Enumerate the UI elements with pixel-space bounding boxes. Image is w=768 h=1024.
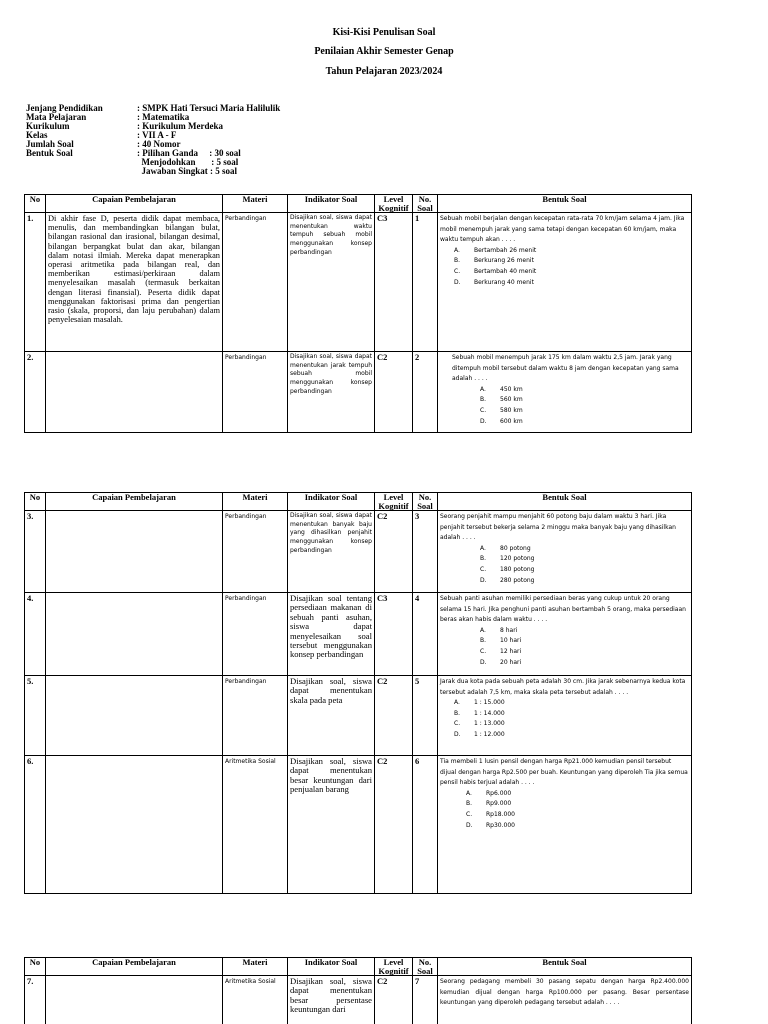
option-item [480,417,689,428]
option-text: Rp30.000 [486,821,515,829]
question-number-cell: 7 [413,976,438,1024]
option-text: 20 hari [500,658,522,666]
capaian-text [46,756,223,894]
capaian-text [46,676,223,756]
option-letter: B. [480,396,487,404]
indikator-cell: Disajikan soal tentang persediaan makanan di sebuah panti asuhan, siswa dapat menyelesaikan soal tersebut menggunakan konsep perbandingan [288,593,375,676]
option-item [480,626,689,637]
table-row [25,976,692,1024]
info-value: : VII A - F [137,130,177,140]
option-text: 560 km [500,396,523,404]
capaian-text [46,511,223,593]
header-indikator: Indikator Soal [288,493,375,511]
level-cell: C3 [375,213,413,352]
header-materi: Materi [223,958,288,976]
option-letter: D. [454,278,461,286]
option-text: Rp18.000 [486,810,515,818]
option-text: 80 potong [500,544,531,552]
level-cell: C2 [375,511,413,593]
info-value: : Matematika [137,112,190,122]
option-text: 1 : 13.000 [474,720,505,728]
question-text: Seorang penjahit mampu menjahit 60 potong baju dalam waktu 3 hari. Jika penjahit tersebut bekerja selama 2 minggu maka banyak baju yang dihasilkan adalah . . . . [440,513,676,542]
row-number: 1. [25,213,46,352]
header-no: No [25,958,46,976]
option-letter: B. [454,709,461,717]
info-value: : SMPK Hati Tersuci Maria Halilulik [137,103,281,113]
info-label: Kurikulum [26,121,70,131]
info-value: Jawaban Singkat : 5 soal [137,166,238,176]
option-item [454,246,689,257]
capaian-text [46,352,223,433]
option-text: Bertambah 40 menit [474,267,537,275]
info-label [26,158,137,167]
option-text: 450 km [500,385,523,393]
option-text: Bertambah 26 menit [474,246,537,254]
header-capaian: Capaian Pembelajaran [46,493,223,511]
info-label: Jenjang Pendidikan [26,103,103,113]
option-list [440,385,689,427]
question-number-cell: 1 [413,213,438,352]
question-cell [438,213,692,352]
option-letter: D. [480,576,487,584]
grid-table-3 [24,957,692,1024]
header-level: Level Kognitif [375,493,413,511]
option-text: Rp9.000 [486,800,512,808]
option-letter: D. [480,658,487,666]
option-list [440,626,689,668]
option-letter: C. [480,565,487,573]
row-number: 2. [25,352,46,433]
table-row [25,676,692,756]
table-row [25,756,692,894]
table-header-row [25,493,692,511]
option-item [480,658,689,669]
option-item [480,406,689,417]
option-item [480,636,689,647]
info-row [26,167,280,176]
materi-cell: Perbandingan [223,593,288,676]
materi-cell: Aritmetika Sosial [223,976,288,1024]
materi-cell: Perbandingan [223,676,288,756]
level-cell: C2 [375,676,413,756]
question-text: Tia membeli 1 lusin pensil dengan harga Rp21.000 kemudian pensil tersebut dijual dengan harga Rp2.500 per buah. Keuntungan yang diperoleh Tia jika semua pensil habis terjual adalah . . . . [440,758,688,787]
question-number-cell: 6 [413,756,438,894]
option-list [440,246,689,288]
option-text: 8 hari [500,626,518,634]
header-no-soal: No. Soal [413,493,438,511]
option-item [466,799,689,810]
materi-cell: Perbandingan [223,213,288,352]
info-label: Mata Pelajaran [26,112,87,122]
option-letter: B. [454,257,461,265]
academic-year: Tahun Pelajaran 2023/2024 [325,66,443,77]
option-letter: C. [466,810,473,818]
header-materi: Materi [223,493,288,511]
option-text: 1 : 12.000 [474,730,505,738]
question-cell [438,593,692,676]
option-list [440,544,689,586]
option-item [480,554,689,565]
option-letter: B. [466,800,473,808]
row-number: 4. [25,593,46,676]
materi-cell: Perbandingan [223,352,288,433]
option-text: 1 : 15.000 [474,699,505,707]
level-cell: C2 [375,756,413,894]
table-row [25,593,692,676]
header-no-soal: No. Soal [413,195,438,213]
option-item [454,278,689,289]
info-label: Jumlah Soal [26,139,74,149]
option-text: Rp6.000 [486,789,512,797]
table-3-clip [0,957,768,1024]
capaian-text: Di akhir fase D, peserta didik dapat membaca, menulis, dan membandingkan bilangan bulat, bilangan rasional dan irasional, bilangan desimal, bilangan berpangkat bulat dan akar, bilangan dalam notasi ilmiah. Mereka dapat menerapkan operasi aritmetika pada bilangan real, dan memberikan estimasi/perkiraan dalam menyelesaikan masalah (termasuk berkaitan dengan literasi finansial). Peserta didik dapat menggunakan faktorisasi prima dan pengertian rasio (skala, proporsi, dan laju perubahan) dalam penyelesaian masalah. [46,213,223,352]
question-cell [438,676,692,756]
header-bentuk: Bentuk Soal [438,958,692,976]
option-letter: A. [480,626,486,634]
table-header-row [25,195,692,213]
option-text: 280 potong [500,576,535,584]
option-text: 180 potong [500,565,535,573]
option-item [480,385,689,396]
option-item [454,256,689,267]
table-row [25,511,692,593]
info-value: : Kurikulum Merdeka [137,121,224,131]
option-text: 600 km [500,417,523,425]
option-item [480,565,689,576]
document-info [26,104,280,176]
document-title: Kisi-Kisi Penulisan Soal [332,27,436,38]
option-item [454,719,689,730]
option-letter: A. [454,246,460,254]
indikator-cell: Disajikan soal, siswa dapat menentukan waktu tempuh sebuah mobil menggunakan konsep perbandingan [288,213,375,352]
option-letter: B. [480,555,487,563]
level-cell: C2 [375,352,413,433]
header-level: Level Kognitif [375,958,413,976]
header-materi: Materi [223,195,288,213]
level-cell: C3 [375,593,413,676]
option-letter: D. [480,417,487,425]
option-item [480,647,689,658]
option-item [454,730,689,741]
option-letter: A. [480,385,486,393]
option-text: 120 potong [500,555,535,563]
indikator-cell: Disajikan soal, siswa dapat menentukan banyak baju yang dihasilkan penjahit menggunakan konsep perbandingan [288,511,375,593]
option-letter: D. [466,821,473,829]
question-cell [438,976,692,1024]
option-letter: D. [454,730,461,738]
option-list [440,789,689,831]
info-label: Kelas [26,130,48,140]
header-level: Level Kognitif [375,195,413,213]
header-no: No [25,493,46,511]
document-subtitle: Penilaian Akhir Semester Genap [314,46,454,57]
row-number: 6. [25,756,46,894]
indikator-cell: Disajikan soal, siswa dapat menentukan besar keuntungan dari penjualan barang [288,756,375,894]
option-item [480,544,689,555]
question-number-cell: 4 [413,593,438,676]
option-text: 10 hari [500,637,522,645]
question-text: Jarak dua kota pada sebuah peta adalah 30 cm. Jika jarak sebenarnya kedua kota tersebut adalah 7,5 km, maka skala peta tersebut adalah . . . . [440,678,686,696]
capaian-text [46,976,223,1024]
option-text: 12 hari [500,647,522,655]
header-bentuk: Bentuk Soal [438,195,692,213]
option-letter: C. [454,267,461,275]
header-no-soal: No. Soal [413,958,438,976]
option-item [480,576,689,587]
option-text: Berkurang 26 menit [474,257,534,265]
option-letter: C. [454,720,461,728]
table-row [25,352,692,433]
question-number-cell: 2 [413,352,438,433]
option-item [454,267,689,278]
grid-table-2 [24,492,692,894]
info-label [26,167,137,176]
option-text: 1 : 14.000 [474,709,505,717]
option-item [466,789,689,800]
question-cell [438,756,692,894]
question-number-cell: 3 [413,511,438,593]
row-number: 5. [25,676,46,756]
question-text: Sebuah mobil menempuh jarak 175 km dalam waktu 2,5 jam. Jarak yang ditempuh mobil tersebut dalam waktu 8 jam dengan kecepatan yang sama adalah . . . . [452,354,679,383]
info-value: : 40 Nomor [137,139,181,149]
info-label: Bentuk Soal [26,148,73,158]
option-letter: A. [454,699,460,707]
option-list [440,698,689,740]
option-letter: B. [480,637,487,645]
question-text: Seorang pedagang membeli 30 pasang sepatu dengan harga Rp2.400.000 kemudian dijual dengan harga Rp100.000 per pasang. Besar persentase keuntungan yang diperoleh pedagang tersebut adalah . . . . [440,978,689,1007]
question-text: Sebuah mobil berjalan dengan kecepatan rata-rata 70 km/jam selama 4 jam. Jika mobil menempuh jarak yang sama tetapi dengan kecepatan 60 km/jam, maka waktu tempuh akan . . . . [440,215,685,244]
grid-table-1 [24,194,692,433]
header-indikator: Indikator Soal [288,958,375,976]
question-cell [438,511,692,593]
option-text: 580 km [500,406,523,414]
indikator-cell: Disajikan soal, siswa dapat menentukan besar persentase keuntungan dari [288,976,375,1024]
row-number: 3. [25,511,46,593]
option-item [466,810,689,821]
question-number-cell: 5 [413,676,438,756]
materi-cell: Aritmetika Sosial [223,756,288,894]
option-letter: C. [480,406,487,414]
header-bentuk: Bentuk Soal [438,493,692,511]
option-text: Berkurang 40 menit [474,278,534,286]
indikator-cell: Disajikan soal, siswa dapat menentukan jarak tempuh sebuah mobil menggunakan konsep perbandingan [288,352,375,433]
row-number: 7. [25,976,46,1024]
header-capaian: Capaian Pembelajaran [46,958,223,976]
option-item [466,821,689,832]
materi-cell: Perbandingan [223,511,288,593]
info-value: : Pilihan Ganda : 30 soal [137,148,241,158]
table-row [25,213,692,352]
question-text: Sebuah panti asuhan memiliki persediaan beras yang cukup untuk 20 orang selama 15 hari. Jika penghuni panti asuhan bertambah 5 orang, maka persediaan beras akan habis dalam waktu . . . . [440,595,686,624]
option-letter: A. [466,789,472,797]
info-value: Menjodohkan : 5 soal [137,157,239,167]
header-no: No [25,195,46,213]
table-header-row [25,958,692,976]
option-letter: A. [480,544,486,552]
header-capaian: Capaian Pembelajaran [46,195,223,213]
option-item [480,395,689,406]
level-cell: C2 [375,976,413,1024]
question-cell [438,352,692,433]
option-item [454,698,689,709]
option-item [454,709,689,720]
option-letter: C. [480,647,487,655]
indikator-cell: Disajikan soal, siswa dapat menentukan skala pada peta [288,676,375,756]
capaian-text [46,593,223,676]
header-indikator: Indikator Soal [288,195,375,213]
